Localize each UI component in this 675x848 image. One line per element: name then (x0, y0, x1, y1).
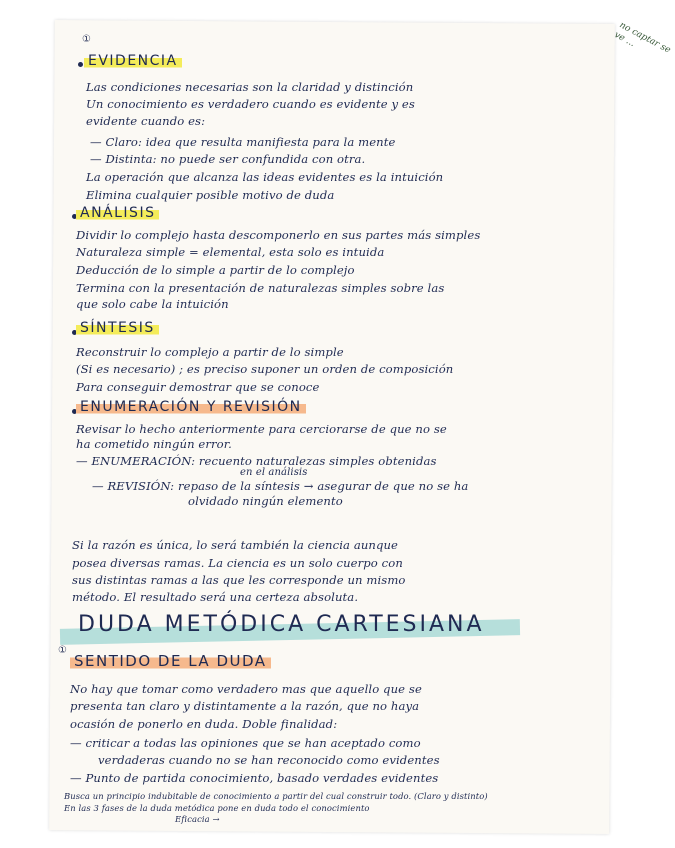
sentido-line: verdaderas cuando no se han reconocido como evidentes (98, 753, 440, 767)
evidencia-line: — Distinta: no puede ser confundida con otra. (90, 152, 366, 166)
conclusion-line: sus distintas ramas a las que les corresponde un mismo (72, 573, 406, 587)
evidencia-line: evidente cuando es: (86, 114, 206, 128)
page-number-mark: ① (82, 34, 91, 45)
heading-enumeracion: ENUMERACIÓN Y REVISIÓN (76, 399, 306, 415)
sentido-line: ocasión de ponerlo en duda. Doble finalidad: (70, 717, 338, 731)
conclusion-line: Si la razón es única, lo será también la ciencia aunque (72, 538, 399, 552)
sentido-line: — Punto de partida conocimiento, basado verdades evidentes (70, 771, 439, 785)
analisis-line: Naturaleza simple = elemental, esta solo es intuida (76, 245, 385, 259)
sentido-line: — criticar a todas las opiniones que se han aceptado como (70, 736, 421, 750)
sintesis-line: Reconstruir lo complejo a partir de lo simple (76, 345, 344, 359)
analisis-line: Dividir lo complejo hasta descomponerlo en sus partes más simples (76, 228, 481, 242)
enumeracion-line: en el análisis (240, 467, 308, 478)
sintesis-line: (Si es necesario) ; es preciso suponer un orden de composición (76, 362, 454, 376)
analisis-line: que solo cabe la intuición (76, 297, 229, 311)
conclusion-line: método. El resultado será una certeza absoluta. (72, 590, 359, 604)
analisis-line: Deducción de lo simple a partir de lo complejo (76, 263, 355, 277)
heading-evidencia: EVIDENCIA (84, 53, 182, 69)
evidencia-line: — Claro: idea que resulta manifiesta para la mente (90, 135, 396, 149)
margin-note: no captar se ve ... (612, 20, 673, 56)
footnote-line: En las 3 fases de la duda metódica pone en duda todo el conocimiento (64, 803, 370, 813)
conclusion-line: posea diversas ramas. La ciencia es un solo cuerpo con (72, 556, 403, 570)
enumeracion-line: ha cometido ningún error. (76, 437, 232, 451)
page-title: DUDA METÓDICA CARTESIANA (78, 612, 485, 637)
enumeracion-line: Revisar lo hecho anteriormente para cerciorarse de que no se (76, 422, 447, 436)
heading-sintesis: SÍNTESIS (76, 320, 159, 336)
bullet-icon (78, 62, 83, 67)
heading-sentido-duda: SENTIDO DE LA DUDA (70, 652, 271, 670)
enumeracion-line: olvidado ningún elemento (188, 494, 343, 508)
sentido-line: presenta tan claro y distintamente a la razón, que no haya (70, 699, 420, 713)
evidencia-line: Elimina cualquier posible motivo de duda (86, 188, 335, 202)
sentido-line: No hay que tomar como verdadero mas que aquello que se (70, 682, 422, 696)
enumeracion-line: — ENUMERACIÓN: recuento naturalezas simples obtenidas (76, 454, 437, 468)
footnote-line: Busca un principio indubitable de conocimiento a partir del cual construir todo. (Claro y distinto) (64, 791, 488, 801)
sintesis-line: Para conseguir demostrar que se conoce (76, 380, 320, 394)
heading-analisis: ANÁLISIS (76, 205, 159, 221)
footnote-line: Eficacia → (175, 814, 220, 824)
evidencia-line: Las condiciones necesarias son la claridad y distinción (86, 80, 414, 94)
analisis-line: Termina con la presentación de naturalezas simples sobre las (76, 281, 445, 295)
section-number-mark: ① (58, 645, 67, 656)
evidencia-line: Un conocimiento es verdadero cuando es evidente y es (86, 97, 415, 111)
enumeracion-line: — REVISIÓN: repaso de la síntesis → asegurar de que no se ha (92, 479, 469, 493)
evidencia-line: La operación que alcanza las ideas evidentes es la intuición (86, 170, 444, 184)
